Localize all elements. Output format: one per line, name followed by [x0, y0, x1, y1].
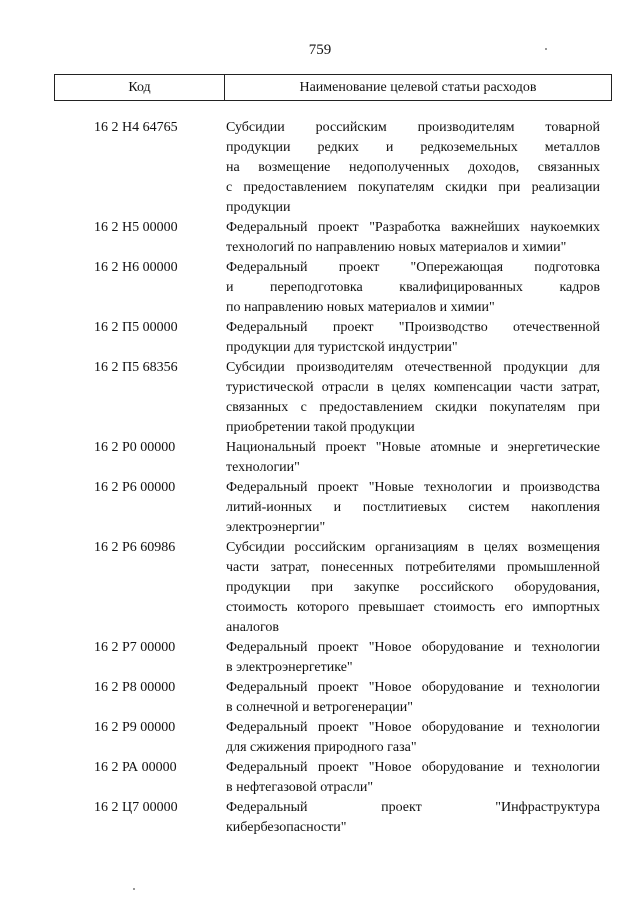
row-name [226, 258, 600, 318]
row-name-line: и переподготовка квалифицированных кадров [226, 280, 600, 295]
row-name [226, 218, 600, 258]
row-name [226, 478, 600, 538]
row-name-line: продукции при закупке российского оборудования, [226, 580, 600, 595]
row-name [226, 118, 600, 218]
budget-rows [54, 118, 612, 838]
row-name-line: технологий по направлению новых материалов и химии" [226, 240, 567, 255]
page-number: 759 [308, 42, 332, 58]
row-name-line: продукции редких и редкоземельных металлов [226, 140, 600, 155]
row-code: 16 2 Р6 60986 [94, 540, 176, 555]
row-name [226, 538, 600, 638]
row-name-line: по направлению новых материалов и химии" [226, 300, 495, 315]
row-code: 16 2 Р8 00000 [94, 680, 176, 695]
row-code: 16 2 Н6 00000 [94, 260, 178, 275]
table-row [54, 638, 612, 678]
row-code: 16 2 Р0 00000 [94, 440, 176, 455]
row-code: 16 2 Р7 00000 [94, 640, 176, 655]
row-name [226, 678, 600, 718]
row-name [226, 798, 600, 838]
row-name-line: Федеральный проект "Новое оборудование и технологии [226, 720, 600, 735]
header-code: Код [55, 75, 225, 100]
row-code: 16 2 Р6 00000 [94, 480, 176, 495]
table-row [54, 438, 612, 478]
table-row [54, 678, 612, 718]
row-code: 16 2 П5 00000 [94, 320, 178, 335]
row-name-line: туристической отрасли в целях компенсации части затрат, [226, 380, 600, 395]
header-name: Наименование целевой статьи расходов [299, 79, 537, 95]
row-name-line: с предоставлением покупателям скидки при реализации [226, 180, 600, 195]
row-name-line: продукции [226, 200, 291, 215]
row-name-line: аналогов [226, 620, 280, 635]
row-name-line: Федеральный проект "Новое оборудование и технологии [226, 640, 600, 655]
row-code: 16 2 Ц7 00000 [94, 800, 178, 815]
row-name [226, 318, 600, 358]
row-name-line: стоимость которого превышает стоимость его импортных [226, 600, 600, 615]
table-row [54, 798, 612, 838]
scan-speck [545, 48, 547, 50]
row-name [226, 718, 600, 758]
table-row [54, 258, 612, 318]
row-name-line: Федеральный проект "Опережающая подготовка [226, 260, 600, 275]
row-name-line: продукции для туристской индустрии" [226, 340, 458, 355]
row-name-line: Субсидии российским производителям товарной [226, 120, 600, 135]
table-row [54, 538, 612, 638]
row-name-line: электроэнергии" [226, 520, 326, 535]
row-name-line: технологии" [226, 460, 300, 475]
table-row [54, 718, 612, 758]
row-name-line: Субсидии российским организациям в целях возмещения [226, 540, 600, 555]
row-name-line: литий-ионных и постлитиевых систем накопления [226, 500, 600, 515]
row-name-line: в электроэнергетике" [226, 660, 353, 675]
table-row [54, 478, 612, 538]
table-row [54, 358, 612, 438]
row-name-line: связанных с предоставлением скидки покупателям при [226, 400, 600, 415]
row-code: 16 2 Р9 00000 [94, 720, 176, 735]
row-name-line: Федеральный проект "Инфраструктура [226, 800, 600, 815]
row-name-line: Федеральный проект "Новое оборудование и технологии [226, 760, 600, 775]
row-name-line: Федеральный проект "Разработка важнейших наукоемких [226, 220, 600, 235]
row-name [226, 438, 600, 478]
row-name [226, 638, 600, 678]
row-name-line: в солнечной и ветрогенерации" [226, 700, 413, 715]
row-name-line: Национальный проект "Новые атомные и энергетические [226, 440, 600, 455]
row-name-line: Федеральный проект "Новые технологии и производства [226, 480, 600, 495]
scan-speck [133, 888, 135, 890]
row-code: 16 2 Н4 64765 [94, 120, 178, 135]
row-name-line: кибербезопасности" [226, 820, 347, 835]
row-name [226, 358, 600, 438]
table-row [54, 218, 612, 258]
row-name [226, 758, 600, 798]
row-code: 16 2 РА 00000 [94, 760, 177, 775]
row-name-line: для сжижения природного газа" [226, 740, 417, 755]
row-name-line: Федеральный проект "Производство отечественной [226, 320, 600, 335]
row-name-line: Субсидии производителям отечественной продукции для [226, 360, 600, 375]
row-code: 16 2 Н5 00000 [94, 220, 178, 235]
table-row [54, 118, 612, 218]
row-name-line: части затрат, понесенных потребителями промышленной [226, 560, 600, 575]
row-name-line: в нефтегазовой отрасли" [226, 780, 374, 795]
row-name-line: на возмещение недополученных доходов, связанных [226, 160, 600, 175]
row-name-line: приобретении такой продукции [226, 420, 415, 435]
row-name-line: Федеральный проект "Новое оборудование и технологии [226, 680, 600, 695]
row-code: 16 2 П5 68356 [94, 360, 178, 375]
table-header [54, 74, 612, 101]
table-row [54, 318, 612, 358]
table-row [54, 758, 612, 798]
